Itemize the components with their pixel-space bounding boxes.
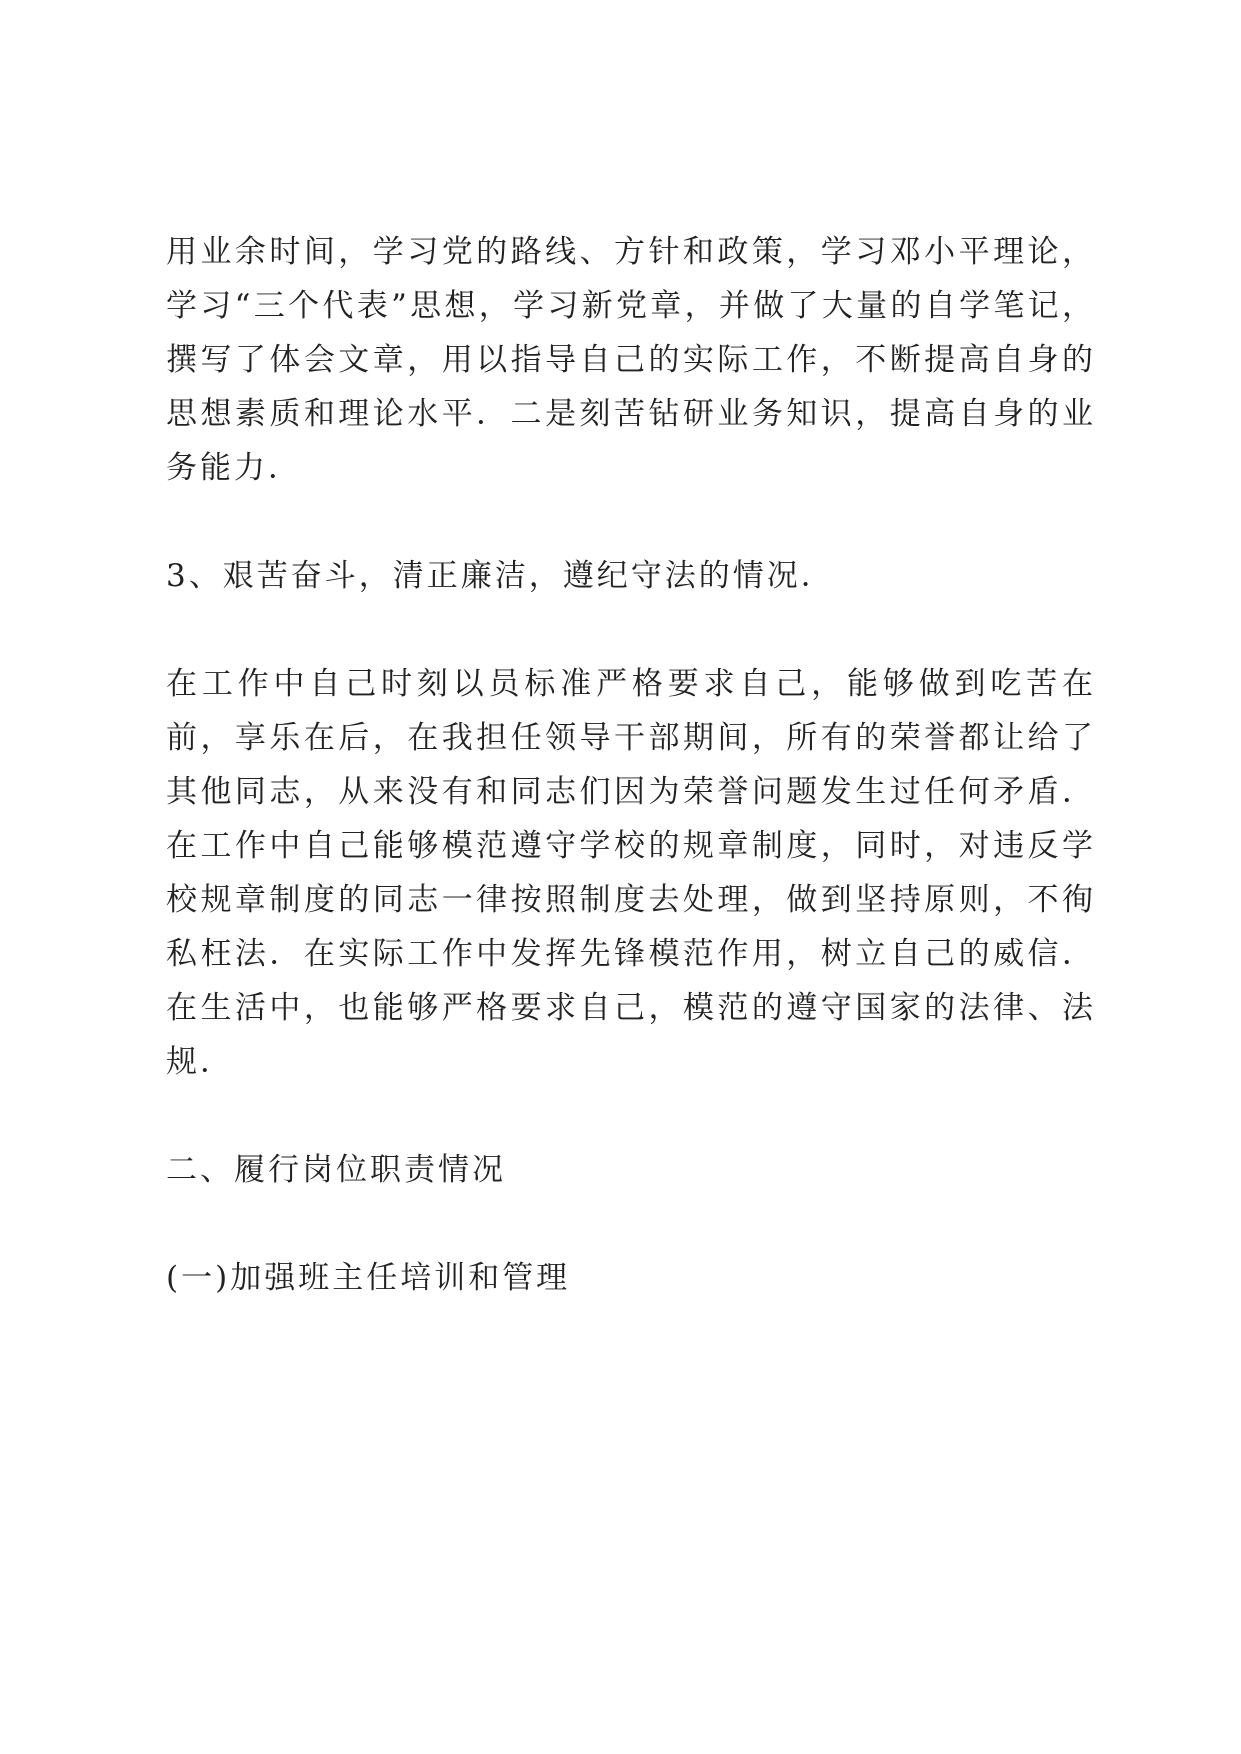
- subsection-heading-teacher-training: (一)加强班主任培训和管理: [166, 1260, 571, 1296]
- section-heading-duties: 二、履行岗位职责情况: [166, 1152, 506, 1188]
- paragraph-study: 用业余时间，学习党的路线、方针和政策，学习邓小平理论，学习“三个代表”思想，学习新党章，并做了大量的自学笔记，撰写了体会文章，用以指导自己的实际工作，不断提高自身的思想素质和理论水平．二是刻苦钻研业务知识，提高自身的业务能力．: [166, 234, 1096, 486]
- document-body: [166, 225, 1096, 1305]
- paragraph-work-conduct: 在工作中自己时刻以员标准严格要求自己，能够做到吃苦在前，享乐在后，在我担任领导干部期间，所有的荣誉都让给了其他同志，从来没有和同志们因为荣誉问题发生过任何矛盾．在工作中自己能够模范遵守学校的规章制度，同时，对违反学校规章制度的同志一律按照制度去处理，做到坚持原则，不徇私枉法．在实际工作中发挥先锋模范作用，树立自己的威信．在生活中，也能够严格要求自己，模范的遵守国家的法律、法规．: [166, 666, 1096, 1080]
- heading-integrity: 3、艰苦奋斗，清正廉洁，遵纪守法的情况．: [166, 558, 835, 594]
